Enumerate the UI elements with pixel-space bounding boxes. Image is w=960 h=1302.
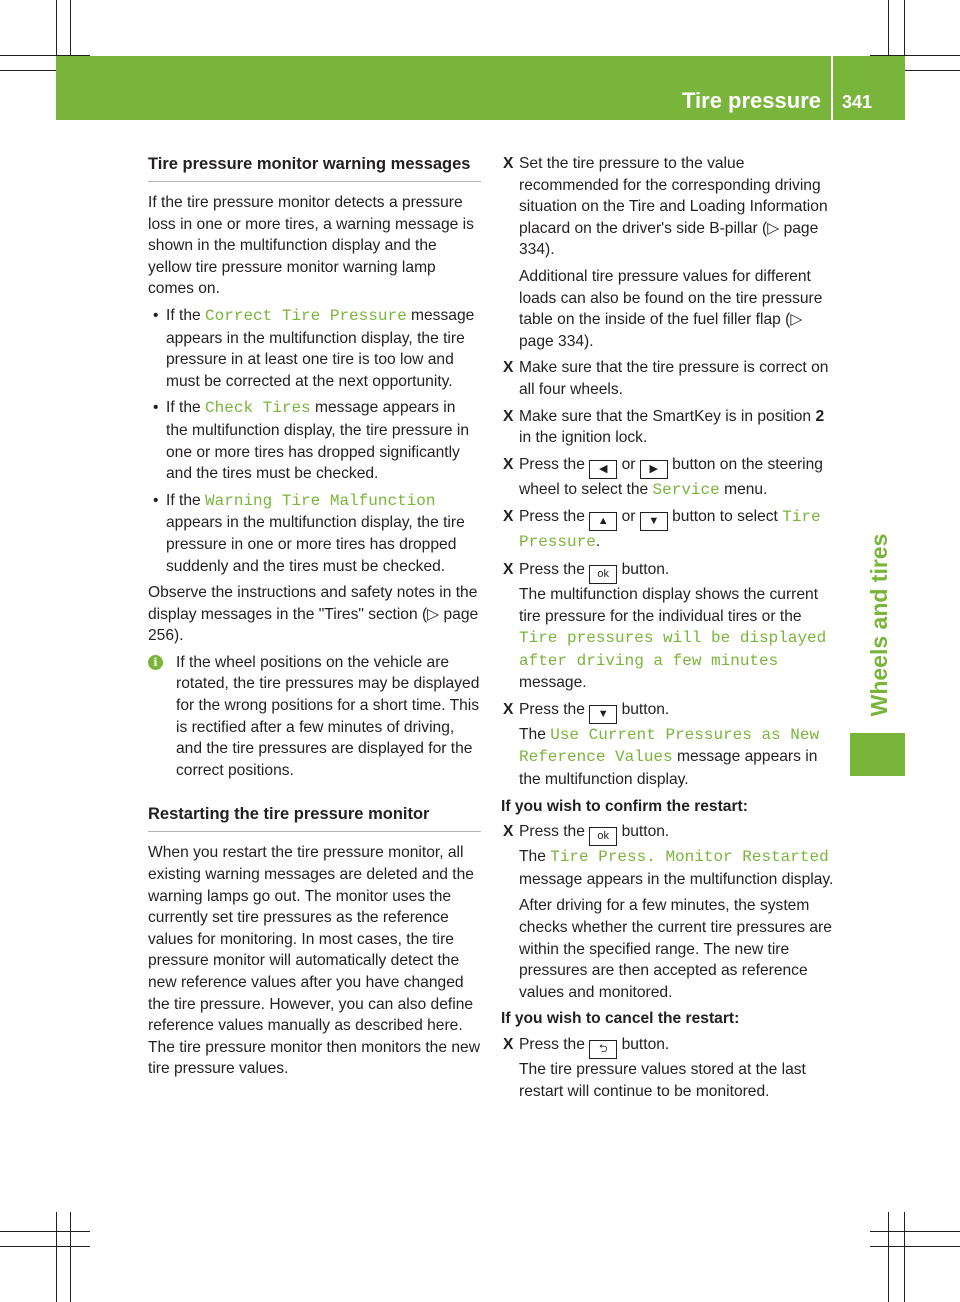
chapter-tab <box>850 533 905 717</box>
display-message: Warning Tire Malfunction <box>205 491 436 510</box>
step-text: . <box>595 533 601 551</box>
left-arrow-key-icon: ◀ <box>589 460 617 479</box>
bullet-item <box>148 490 481 577</box>
step-text: Make sure that the tire pressure is correct on all four wheels. <box>519 359 829 398</box>
display-message: Tire Press. Monitor Restarted <box>550 848 829 867</box>
crop-mark <box>0 1231 90 1232</box>
step-result: message. <box>519 674 587 692</box>
step-marker: X <box>503 1036 514 1053</box>
step-note: After driving for a few minutes, the system checks whether the current tire pressures are within the specified range. The new tire pressures are then accepted as reference values and monitored. <box>519 897 832 1001</box>
step-text: button. <box>621 700 670 718</box>
step-text: in the ignition lock. <box>519 429 648 447</box>
bullet-item <box>148 305 481 392</box>
step-text: Make sure that the SmartKey is in position <box>519 407 812 425</box>
info-icon: i <box>148 655 163 670</box>
observe-paragraph: Observe the instructions and safety notes in the display messages in the "Tires" section (▷ page 256). <box>148 584 479 645</box>
step-result: The multifunction display shows the current tire pressure for the individual tires or the <box>519 585 819 625</box>
step-marker: X <box>503 823 514 841</box>
ignition-position: 2 <box>815 407 825 425</box>
step-item <box>501 1034 836 1102</box>
crop-mark <box>870 1246 960 1247</box>
crop-mark <box>56 1212 57 1302</box>
right-column <box>501 153 836 1107</box>
ok-key-icon: ok <box>589 827 617 846</box>
step-text: Press the <box>519 823 585 841</box>
info-note <box>148 652 481 782</box>
step-item <box>501 357 836 400</box>
bullet-item <box>148 397 481 484</box>
display-message: Check Tires <box>205 399 311 418</box>
down-arrow-key-icon: ▼ <box>589 705 617 724</box>
step-marker: X <box>503 359 514 377</box>
step-item <box>501 699 836 791</box>
bullet-pre: If the <box>166 491 201 509</box>
back-key-icon: ⮌ <box>589 1040 617 1059</box>
section-heading-warning-messages: Tire pressure monitor warning messages <box>148 153 481 182</box>
cancel-heading: If you wish to cancel the restart: <box>501 1010 740 1028</box>
step-marker: X <box>503 508 514 526</box>
step-item <box>501 559 836 694</box>
bullet-pre: If the <box>166 399 201 417</box>
step-marker: X <box>503 560 514 578</box>
step-text: button. <box>621 823 670 841</box>
step-text: button. <box>621 560 670 578</box>
display-message: Service <box>652 480 720 499</box>
display-message: Tire pressures will be displayed after driving a few minutes <box>519 629 827 670</box>
ok-key-icon: ok <box>589 565 617 584</box>
step-result: The <box>519 725 546 743</box>
page-number: 341 <box>842 92 873 112</box>
chapter-tab-label: Wheels and tires <box>866 533 892 717</box>
crop-mark <box>70 1212 71 1302</box>
step-text: Press the <box>519 455 585 473</box>
step-marker: X <box>503 407 514 425</box>
step-result: The <box>519 848 546 866</box>
step-note: Additional tire pressure values for different loads can also be found on the tire pressure table on the inside of the fuel filler flap (▷ page 334). <box>519 267 823 350</box>
chapter-marker <box>850 733 905 776</box>
step-result: message appears in the multifunction display. <box>519 870 834 888</box>
step-text: button on the steering wheel to select the <box>519 455 823 498</box>
step-item <box>501 454 836 502</box>
crop-mark <box>888 1212 889 1302</box>
display-message: Use Current Pressures as New Reference Values <box>519 725 820 767</box>
step-text: or <box>621 455 636 473</box>
step-text: menu. <box>724 480 768 498</box>
step-text: Press the <box>519 560 585 578</box>
step-text: Press the <box>519 508 585 526</box>
step-text: Set the tire pressure to the value recommended for the corresponding driving situation on the Tire and Loading Information placard on the driver's side B-pillar (▷ page 334). <box>519 155 828 259</box>
step-text: or <box>621 508 636 526</box>
crop-mark <box>904 1212 905 1302</box>
down-arrow-key-icon: ▼ <box>640 512 668 531</box>
left-column <box>148 153 481 1085</box>
step-item <box>501 406 836 449</box>
bullet-text: appears in the multifunction display, the tire pressure in one or more tires has dropped suddenly and the tires must be checked. <box>166 514 465 575</box>
step-result: The tire pressure values stored at the last restart will continue to be monitored. <box>519 1061 806 1100</box>
restart-paragraph: When you restart the tire pressure monitor, all existing warning messages are deleted and the warning lamps go out. The monitor uses the currently set tire pressures as the reference values for monitoring. In most cases, the tire pressure monitor will automatically detect the new reference values after you have changed the tire pressure. However, you can also define reference values manually as described here. The tire pressure monitor then monitors the new tire pressure values. <box>148 844 480 1078</box>
section-heading-restarting: Restarting the tire pressure monitor <box>148 803 481 832</box>
page-title: Tire pressure <box>681 88 821 113</box>
confirm-heading: If you wish to confirm the restart: <box>501 797 748 815</box>
step-text: Press the <box>519 700 585 718</box>
crop-mark <box>0 1246 90 1247</box>
step-marker: X <box>503 455 514 473</box>
step-result: message appears in the multifunction display. <box>519 748 818 789</box>
right-arrow-key-icon: ▶ <box>640 460 668 479</box>
step-item <box>501 506 836 554</box>
step-item <box>501 153 836 352</box>
step-text: button to select <box>672 508 778 526</box>
step-text: button. <box>621 1036 670 1053</box>
page-header <box>56 56 905 120</box>
bullet-text: message appears in the multifunction display, the tire pressure in one or more tires has dropped significantly and the tires must be checked. <box>166 399 470 483</box>
info-text: If the wheel positions on the vehicle are rotated, the tire pressures may be displayed for the wrong positions for a short time. This is rectified after a few minutes of driving, and the tire pressures are displayed for the correct positions. <box>176 653 480 779</box>
bullet-text: message appears in the multifunction display, the tire pressure in at least one tire is too low and must be corrected at the next opportunity. <box>166 306 475 390</box>
step-item <box>501 821 836 1003</box>
up-arrow-key-icon: ▲ <box>589 512 617 531</box>
step-marker: X <box>503 155 514 172</box>
bullet-pre: If the <box>166 306 201 324</box>
display-message: Correct Tire Pressure <box>205 306 407 325</box>
step-text: Press the <box>519 1036 585 1053</box>
display-message: Tire Pressure <box>519 508 821 552</box>
crop-mark <box>870 1231 960 1232</box>
step-marker: X <box>503 700 514 718</box>
intro-paragraph: If the tire pressure monitor detects a pressure loss in one or more tires, a warning message is shown in the multifunction display and the yellow tire pressure monitor warning lamp comes on. <box>148 194 474 298</box>
header-divider <box>831 56 833 120</box>
